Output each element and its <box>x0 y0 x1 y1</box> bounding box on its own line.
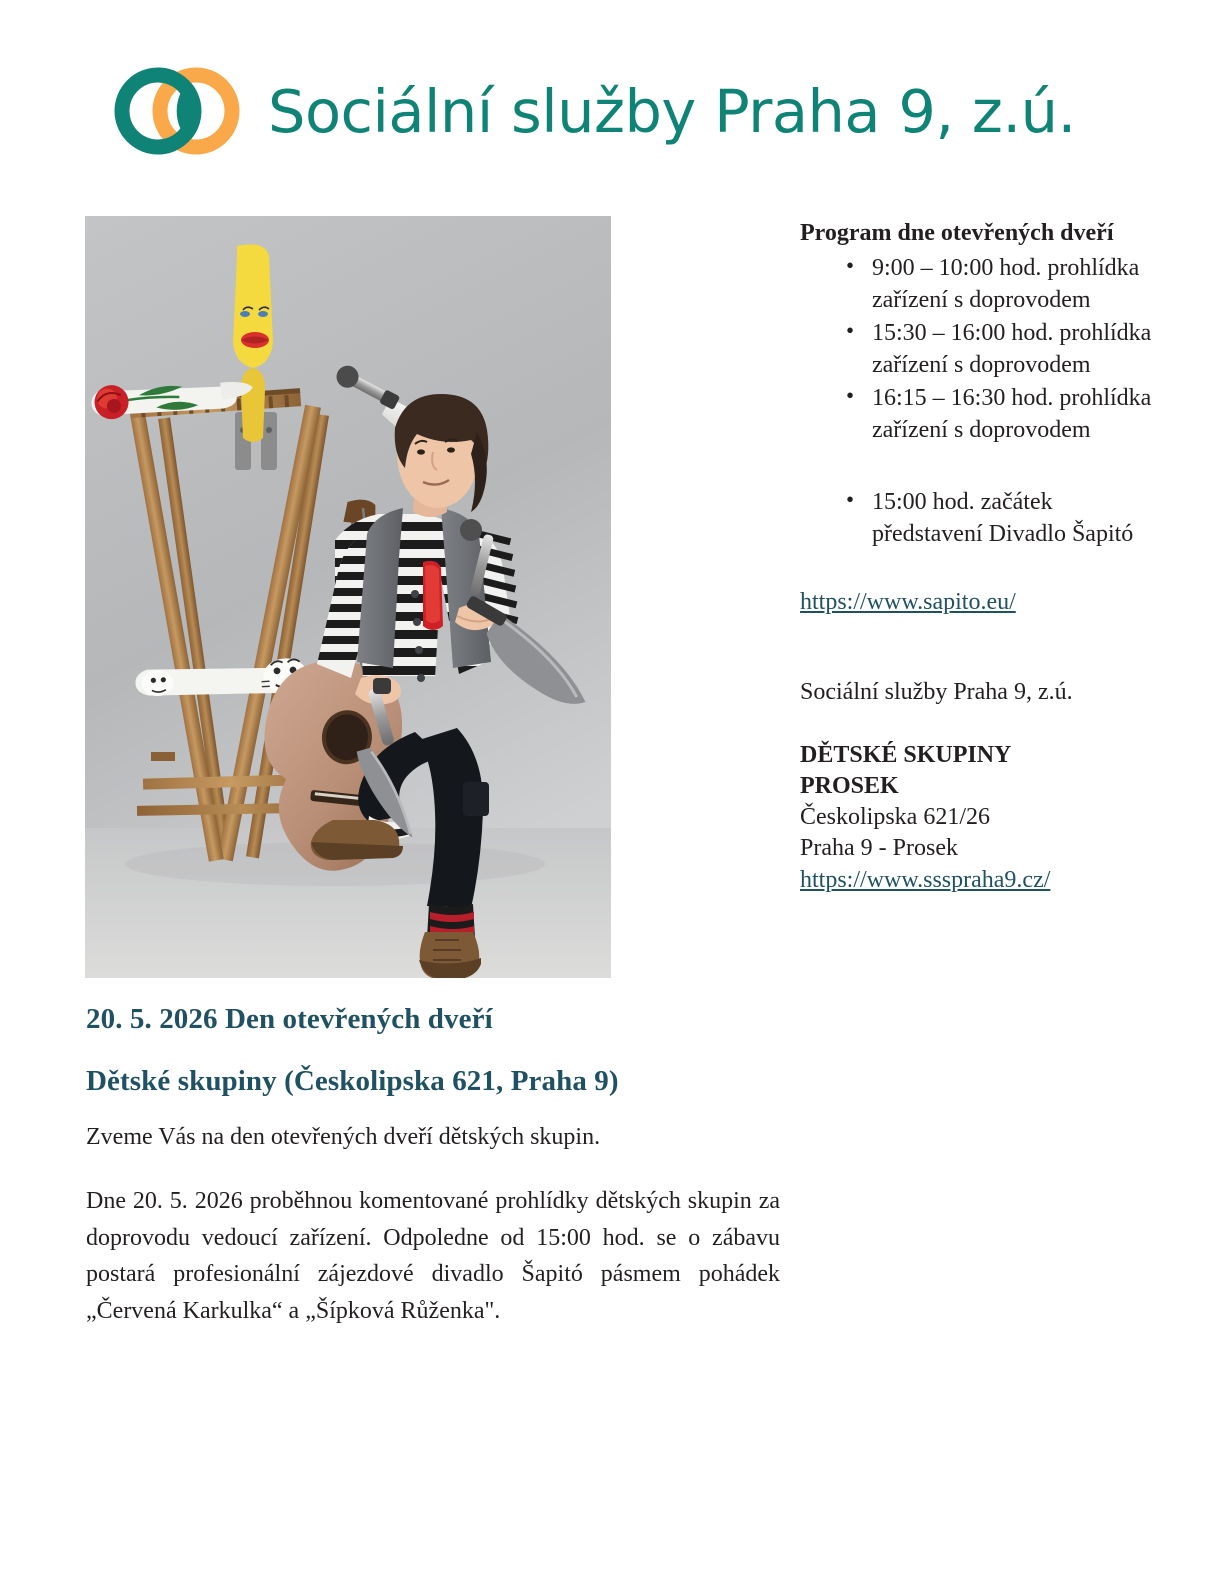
program-sidebar <box>800 218 1156 896</box>
facility-address-block <box>800 740 1156 896</box>
event-location-heading: Dětské skupiny (Českolipska 621, Praha 9) <box>86 1065 619 1098</box>
page-header <box>112 62 1076 160</box>
program-list-item: • 15:00 hod. začátek představení Divadlo Šapitó <box>800 487 1156 551</box>
theatre-website-link[interactable]: https://www.sapito.eu/ <box>800 589 1016 616</box>
facility-name-line-1: DĚTSKÉ SKUPINY <box>800 741 1012 768</box>
event-description-paragraph: Dne 20. 5. 2026 proběhnou komentované prohlídky dětských skupin za doprovodu vedoucí zařízení. Odpoledne od 15:00 hod. se o zábavu postará profesionální zájezdové divadlo Šapitó pásmem pohádek „Červená Karkulka“ a „Šípková Růženka". <box>86 1188 780 1324</box>
article-text-column <box>86 1002 782 1329</box>
program-list-item: • 16:15 – 16:30 hod. prohlídka zařízení s doprovodem <box>800 383 1156 447</box>
program-title: Program dne otevřených dveří <box>800 220 1114 246</box>
theatre-link-row <box>800 587 1156 618</box>
organization-logo-icon <box>112 62 242 160</box>
event-date-heading: 20. 5. 2026 Den otevřených dveří <box>86 1003 493 1035</box>
facility-city: Praha 9 - Prosek <box>800 835 958 862</box>
facility-name-line-2: PROSEK <box>800 773 899 799</box>
organization-name: Sociální služby Praha 9, z.ú. <box>268 76 1076 146</box>
facility-street: Českolipska 621/26 <box>800 804 990 831</box>
organization-website-row <box>800 865 1156 896</box>
program-list-item: • 15:30 – 16:00 hod. prohlídka zařízení s doprovodem <box>800 318 1156 382</box>
organization-website-link[interactable]: https://www.ssspraha9.cz/ <box>800 866 1051 893</box>
organization-line: Sociální služby Praha 9, z.ú. <box>800 678 1073 705</box>
performer-photo <box>85 216 611 978</box>
program-schedule-list <box>800 253 1156 550</box>
program-list-item: • 9:00 – 10:00 hod. prohlídka zařízení s doprovodem <box>800 253 1156 317</box>
invitation-paragraph: Zveme Vás na den otevřených dveří dětských skupin. <box>86 1124 601 1151</box>
